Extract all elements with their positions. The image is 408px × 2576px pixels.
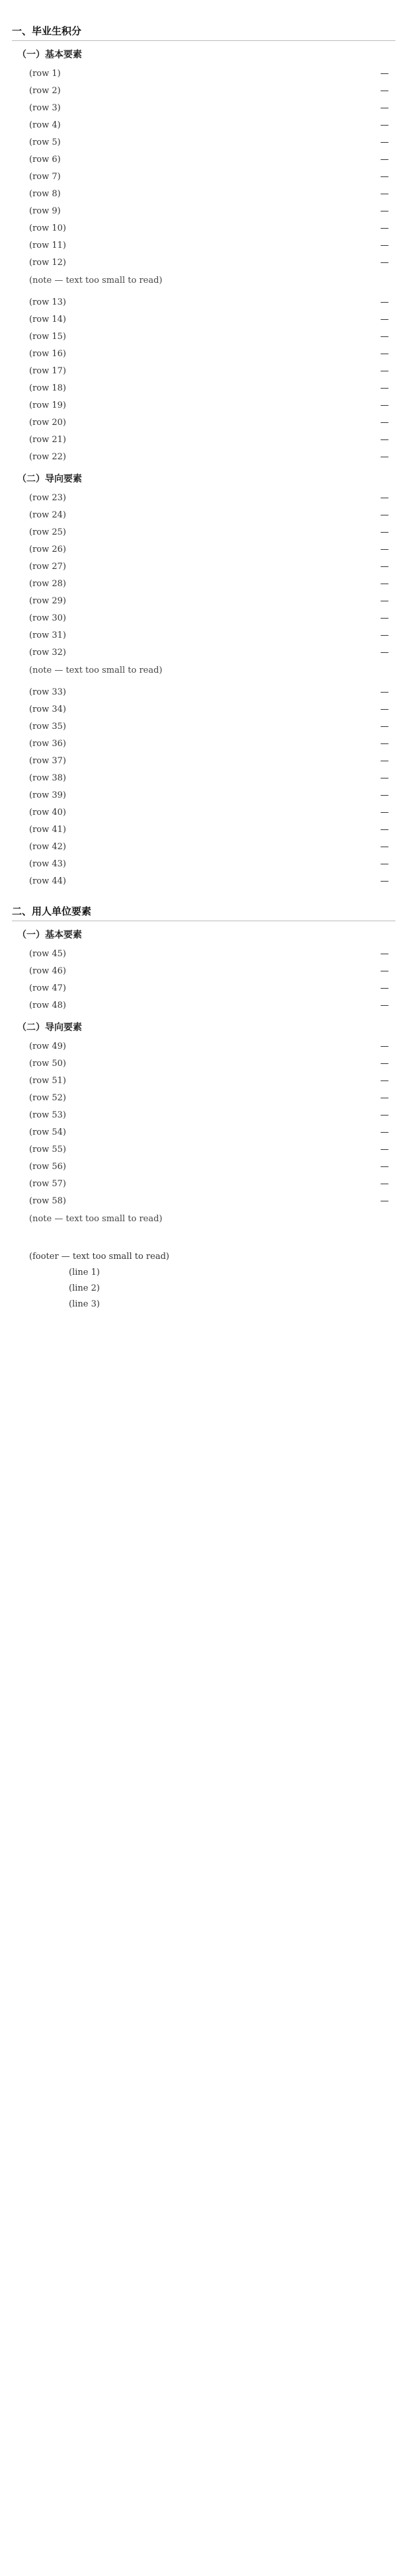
score-row — [12, 1106, 395, 1123]
score-row-label: (row 3) — [29, 102, 61, 113]
score-row-label: (row 4) — [29, 120, 61, 130]
score-row — [12, 489, 395, 506]
score-row — [12, 1055, 395, 1072]
score-row — [12, 945, 395, 962]
score-row-value: — — [380, 704, 389, 714]
score-row-label: (row 53) — [29, 1110, 66, 1120]
score-row — [12, 838, 395, 855]
score-row — [12, 328, 395, 345]
score-row — [12, 979, 395, 997]
score-row-label: (row 44) — [29, 876, 66, 886]
score-row-value: — — [380, 983, 389, 993]
score-row-value: — — [380, 876, 389, 886]
score-row-value: — — [380, 755, 389, 766]
score-row — [12, 962, 395, 979]
score-row-value: — — [380, 613, 389, 623]
score-row-label: (row 1) — [29, 68, 61, 79]
score-row-label: (row 17) — [29, 365, 66, 376]
score-row-value: — — [380, 544, 389, 554]
score-row-label: (row 52) — [29, 1092, 66, 1103]
score-list-basic-b — [12, 293, 395, 465]
score-row-label: (row 43) — [29, 858, 66, 869]
score-row — [12, 718, 395, 735]
score-row — [12, 1072, 395, 1089]
score-row-label: (row 51) — [29, 1075, 66, 1086]
score-row-label: (row 32) — [29, 647, 66, 658]
score-row — [12, 541, 395, 558]
score-row — [12, 254, 395, 271]
score-row — [12, 626, 395, 644]
score-row-label: (row 5) — [29, 137, 61, 147]
score-row-value: — — [380, 858, 389, 869]
score-row-value: — — [380, 578, 389, 589]
score-row-label: (row 2) — [29, 85, 61, 96]
score-row-label: (row 50) — [29, 1058, 66, 1069]
score-row — [12, 82, 395, 99]
score-row-label: (row 22) — [29, 451, 66, 462]
score-row — [12, 1038, 395, 1055]
score-row-label: (row 27) — [29, 561, 66, 572]
score-row-value: — — [380, 790, 389, 800]
score-row-value: — — [380, 948, 389, 959]
score-row-value: — — [380, 1058, 389, 1069]
score-row-label: (row 18) — [29, 383, 66, 393]
score-row-value: — — [380, 527, 389, 537]
score-row — [12, 1141, 395, 1158]
score-row-value: — — [380, 451, 389, 462]
score-row-value: — — [380, 1000, 389, 1010]
score-row — [12, 65, 395, 82]
policy-note: (note — text too small to read) — [29, 276, 163, 285]
score-row — [12, 821, 395, 838]
score-row-label: (row 33) — [29, 687, 66, 697]
subsection-employer-guidance: （二）导向要素 — [17, 1022, 82, 1033]
score-row-value: — — [380, 1127, 389, 1137]
score-row — [12, 397, 395, 414]
score-row-label: (row 40) — [29, 807, 66, 817]
score-row — [12, 575, 395, 592]
footer-line: (line 2) — [69, 1283, 100, 1293]
footer-title: (footer — text too small to read) — [29, 1252, 169, 1262]
score-row — [12, 185, 395, 202]
score-row — [12, 752, 395, 769]
score-row-label: (row 55) — [29, 1144, 66, 1155]
score-row-label: (row 8) — [29, 188, 61, 199]
score-row-label: (row 47) — [29, 983, 66, 993]
score-row — [12, 1123, 395, 1141]
score-row — [12, 431, 395, 448]
score-list-employer-basic — [12, 945, 395, 1014]
score-row-value: — — [380, 1178, 389, 1189]
score-row — [12, 151, 395, 168]
score-row-label: (row 20) — [29, 417, 66, 428]
score-row-value: — — [380, 1195, 389, 1206]
score-row-value: — — [380, 647, 389, 658]
score-row-label: (row 13) — [29, 297, 66, 307]
score-row — [12, 872, 395, 890]
score-row-label: (row 57) — [29, 1178, 66, 1189]
score-row — [12, 311, 395, 328]
score-row-label: (row 54) — [29, 1127, 66, 1137]
score-row-value: — — [380, 1161, 389, 1172]
document-footer — [12, 1246, 395, 1312]
score-row-value: — — [380, 400, 389, 410]
score-row-label: (row 42) — [29, 841, 66, 852]
score-row-label: (row 34) — [29, 704, 66, 714]
score-list-basic-a — [12, 65, 395, 271]
score-row — [12, 786, 395, 804]
score-row-label: (row 10) — [29, 223, 66, 233]
score-row-label: (row 35) — [29, 721, 66, 732]
score-row-value: — — [380, 773, 389, 783]
score-row — [12, 592, 395, 609]
score-row — [12, 99, 395, 116]
score-row-value: — — [380, 738, 389, 749]
score-row — [12, 379, 395, 397]
score-row-label: (row 21) — [29, 434, 66, 445]
section-employer-title: 二、用人单位要素 — [12, 900, 395, 921]
score-row-label: (row 9) — [29, 206, 61, 216]
score-row — [12, 219, 395, 237]
score-row-value: — — [380, 365, 389, 376]
score-row — [12, 609, 395, 626]
score-row-label: (row 30) — [29, 613, 66, 623]
score-row-value: — — [380, 417, 389, 428]
score-row — [12, 345, 395, 362]
score-row-value: — — [380, 68, 389, 79]
score-row — [12, 168, 395, 185]
score-row-value: — — [380, 595, 389, 606]
score-row — [12, 448, 395, 465]
score-row-label: (row 37) — [29, 755, 66, 766]
score-row-label: (row 56) — [29, 1161, 66, 1172]
score-row-label: (row 12) — [29, 257, 66, 268]
score-row — [12, 769, 395, 786]
score-row-label: (row 58) — [29, 1195, 66, 1206]
score-row-value: — — [380, 383, 389, 393]
score-row-value: — — [380, 206, 389, 216]
footer-line: (line 3) — [69, 1299, 100, 1309]
score-list-guidance-a — [12, 489, 395, 661]
score-row-label: (row 19) — [29, 400, 66, 410]
score-row-label: (row 24) — [29, 510, 66, 520]
score-row-value: — — [380, 137, 389, 147]
score-row-label: (row 36) — [29, 738, 66, 749]
score-row-label: (row 7) — [29, 171, 61, 182]
score-row — [12, 735, 395, 752]
score-row — [12, 804, 395, 821]
score-row-value: — — [380, 188, 389, 199]
score-row-label: (row 46) — [29, 966, 66, 976]
footer-line: (line 1) — [69, 1268, 100, 1277]
policy-note: (note — text too small to read) — [29, 665, 163, 675]
score-row-label: (row 26) — [29, 544, 66, 554]
score-row-value: — — [380, 348, 389, 359]
score-row — [12, 683, 395, 701]
score-row-value: — — [380, 85, 389, 96]
score-row-value: — — [380, 492, 389, 503]
score-row — [12, 116, 395, 133]
score-row-value: — — [380, 721, 389, 732]
subsection-basic-elements: （一）基本要素 — [17, 50, 82, 60]
subsection-guidance-elements: （二）导向要素 — [17, 474, 82, 484]
score-row-value: — — [380, 807, 389, 817]
score-row-value: — — [380, 223, 389, 233]
score-row — [12, 362, 395, 379]
score-list-guidance-b — [12, 683, 395, 890]
score-row-value: — — [380, 1110, 389, 1120]
score-row — [12, 1192, 395, 1209]
score-row-value: — — [380, 561, 389, 572]
score-row-value: — — [380, 824, 389, 835]
score-row-value: — — [380, 102, 389, 113]
score-row-label: (row 11) — [29, 240, 66, 250]
score-row-label: (row 49) — [29, 1041, 66, 1051]
score-row-label: (row 38) — [29, 773, 66, 783]
subsection-employer-basic: （一）基本要素 — [17, 930, 82, 940]
score-row-value: — — [380, 841, 389, 852]
score-row — [12, 855, 395, 872]
score-row — [12, 237, 395, 254]
score-row-value: — — [380, 314, 389, 324]
score-row-label: (row 48) — [29, 1000, 66, 1010]
score-row-label: (row 45) — [29, 948, 66, 959]
score-row-value: — — [380, 331, 389, 342]
score-row-value: — — [380, 257, 389, 268]
score-row-label: (row 25) — [29, 527, 66, 537]
score-row-label: (row 23) — [29, 492, 66, 503]
score-list-employer-guidance — [12, 1038, 395, 1209]
score-row-label: (row 39) — [29, 790, 66, 800]
score-row-value: — — [380, 687, 389, 697]
score-row-label: (row 15) — [29, 331, 66, 342]
score-row-value: — — [380, 1092, 389, 1103]
score-row-label: (row 6) — [29, 154, 61, 165]
score-row-value: — — [380, 434, 389, 445]
score-row-value: — — [380, 1144, 389, 1155]
score-row — [12, 293, 395, 311]
score-row-label: (row 16) — [29, 348, 66, 359]
score-row-value: — — [380, 630, 389, 640]
score-row — [12, 644, 395, 661]
score-row-value: — — [380, 510, 389, 520]
score-row-value: — — [380, 240, 389, 250]
score-row-value: — — [380, 966, 389, 976]
score-row — [12, 523, 395, 541]
score-row — [12, 202, 395, 219]
score-row-label: (row 41) — [29, 824, 66, 835]
score-row — [12, 1158, 395, 1175]
score-row-value: — — [380, 120, 389, 130]
score-row-value: — — [380, 171, 389, 182]
score-row-label: (row 28) — [29, 578, 66, 589]
score-row — [12, 133, 395, 151]
score-row — [12, 1175, 395, 1192]
section-graduate-score-title: 一、毕业生积分 — [12, 20, 395, 41]
score-row — [12, 414, 395, 431]
score-row-value: — — [380, 154, 389, 165]
score-row-value: — — [380, 1075, 389, 1086]
score-row — [12, 997, 395, 1014]
score-row-value: — — [380, 1041, 389, 1051]
score-row — [12, 558, 395, 575]
score-row — [12, 506, 395, 523]
score-row — [12, 701, 395, 718]
score-row-label: (row 29) — [29, 595, 66, 606]
policy-document — [12, 9, 395, 1312]
score-row-label: (row 31) — [29, 630, 66, 640]
score-row — [12, 1089, 395, 1106]
policy-note: (note — text too small to read) — [29, 1214, 163, 1224]
score-row-label: (row 14) — [29, 314, 66, 324]
score-row-value: — — [380, 297, 389, 307]
